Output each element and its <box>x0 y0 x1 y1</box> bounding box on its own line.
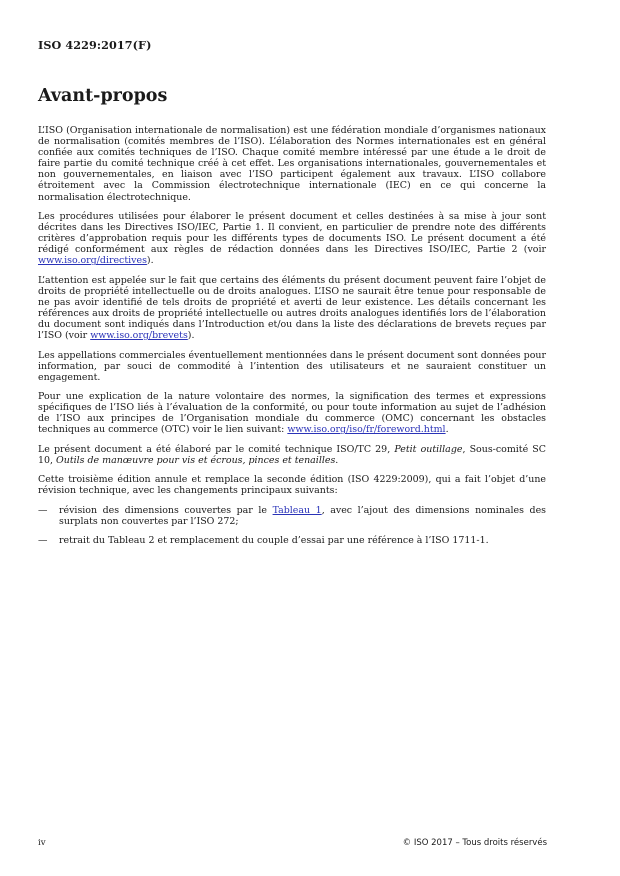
page-title: Avant-propos <box>38 86 168 106</box>
paragraph-voluntary-nature <box>38 391 546 435</box>
paragraph-voluntary-end: . <box>445 424 449 436</box>
list-item-text: retrait du Tableau 2 et remplacement du couple d’essai par une référence à l’ISO 1711-1. <box>59 535 489 547</box>
paragraph-edition: Cette troisième édition annule et remplace la seconde édition (ISO 4229:2009), qui a fait l’objet d’une révision technique, avec les changements principaux suivants: <box>38 474 546 497</box>
paragraph-patents-end: ). <box>187 330 195 342</box>
paragraph-voluntary-text: Pour une explication de la nature volontaire des normes, la signification des termes et expressions spécifiques de l’ISO liés à l’évaluation de la conformité, ou pour toute information au sujet de l’adhésion de l’ISO aux principes de l’Organisation mondiale du commerce (OMC) concernant les obstacles techniques au commerce (OTC) voir le lien suivant: <box>38 391 546 436</box>
paragraph-committee-text: Le présent document a été élaboré par le comité technique ISO/TC 29, <box>38 443 395 455</box>
paragraph-procedures <box>38 211 546 266</box>
document-id-header: ISO 4229:2017(F) <box>38 38 152 52</box>
paragraph-procedures-end: ). <box>146 255 154 267</box>
foreword-body <box>38 125 546 555</box>
directives-link[interactable]: www.iso.org/directives <box>38 255 147 267</box>
paragraph-patents <box>38 275 546 342</box>
paragraph-trade-names: Les appellations commerciales éventuellement mentionnées dans le présent document sont données pour information, par souci de commodité à l’intention des utilisateurs et ne sauraient constituer un engagement. <box>38 349 546 383</box>
list-item <box>38 505 546 527</box>
table-1-link[interactable]: Tableau 1 <box>272 504 322 516</box>
foreword-link[interactable]: www.iso.org/iso/fr/foreword.html <box>287 424 446 436</box>
paragraph-iso-intro: L’ISO (Organisation internationale de normalisation) est une fédération mondiale d’organismes nationaux de normalisation (comités membres de l’ISO). L’élaboration des Normes internationales est en général confiée aux comités techniques de l’ISO. Chaque comité membre intéressé par une étude a le droit de faire partie du comité technique créé à cet effet. Les organisations internationales, gouvernementales et non gouvernementales, en liaison avec l’ISO participent également aux travaux. L’ISO collabore étroitement avec la Commission électrotechnique internationale (IEC) en ce qui concerne la normalisation électrotechnique. <box>38 125 546 203</box>
paragraph-committee-end: . <box>335 454 339 466</box>
page-number: iv <box>38 838 46 848</box>
paragraph-patents-text: L’attention est appelée sur le fait que certains des éléments du présent document peuvent faire l’objet de droits de propriété intellectuelle ou de droits analogues. L’ISO ne saurait être tenue pour responsable de ne pas avoir identifié de tels droits de propriété et averti de leur existence. Les détails concernant les références aux droits de propriété intellectuelle ou autres droits analogues identifiés lors de l’élaboration du document sont indiqués dans l’Introduction et/ou dans la liste des déclarations de brevets reçues par l’ISO (voir <box>38 274 546 342</box>
paragraph-committee-mid: , Sous-comité SC 10, <box>38 443 546 466</box>
copyright-notice: © ISO 2017 – Tous droits réservés <box>402 838 547 848</box>
list-item <box>38 535 546 546</box>
list-dash: — <box>38 535 48 547</box>
patents-link[interactable]: www.iso.org/brevets <box>90 330 188 342</box>
list-dash: — <box>38 504 48 516</box>
committee-title: Petit outillage <box>394 443 463 455</box>
paragraph-committee <box>38 444 546 466</box>
subcommittee-title: Outils de manœuvre pour vis et écrous, pinces et tenailles <box>56 454 336 466</box>
list-item-text <box>59 505 546 527</box>
list-item-after: , avec l’ajout des dimensions nominales des surplats non couvertes par l’ISO 272; <box>59 504 547 527</box>
paragraph-procedures-text: Les procédures utilisées pour élaborer le présent document et celles destinées à sa mise à jour sont décrites dans les Directives ISO/IEC, Partie 1. Il convient, en particulier de prendre note des différents critères d’approbation requis pour les différents types de documents ISO. Le présent document a été rédigé conformément aux règles de rédaction données dans les Directives ISO/IEC, Partie 2 (voir <box>38 210 546 256</box>
list-item-before: révision des dimensions couvertes par le <box>59 504 273 516</box>
